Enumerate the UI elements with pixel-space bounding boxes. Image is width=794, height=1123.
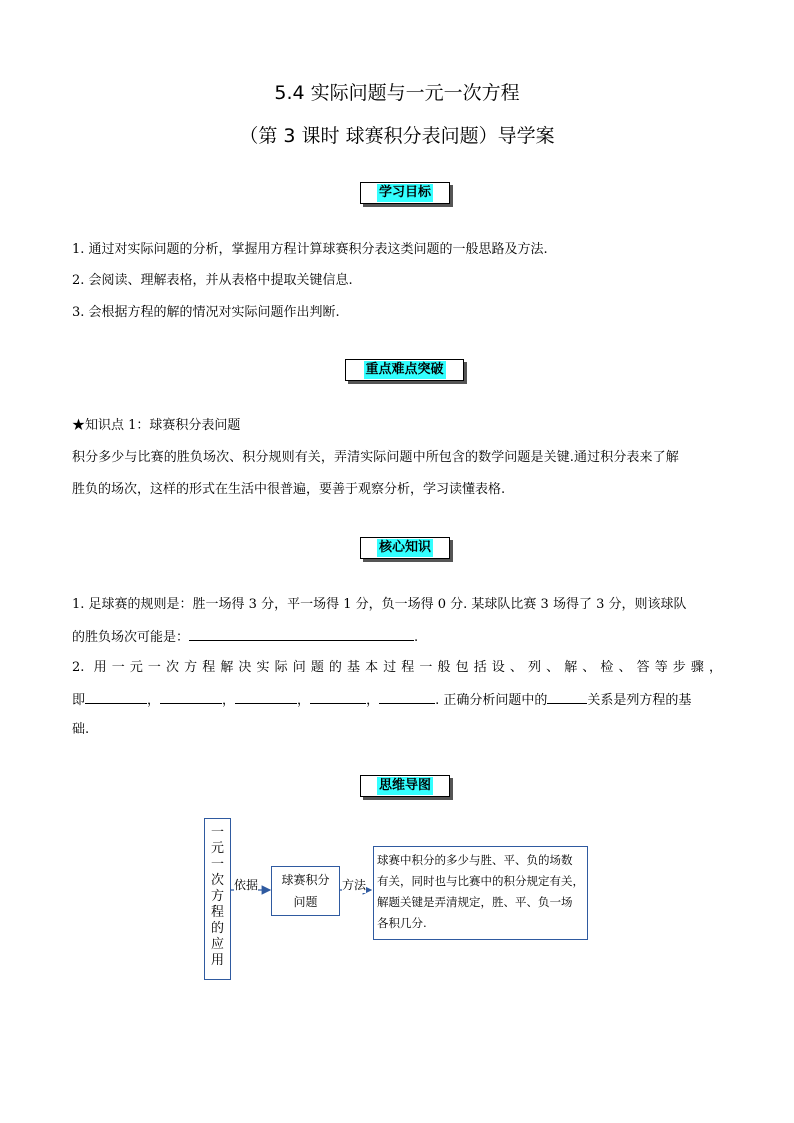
answer-blank[interactable] <box>189 626 414 641</box>
section-heading-key-points <box>345 359 464 381</box>
comma: ， <box>297 693 311 708</box>
objective-item: 3. 会根据方程的解的情况对实际问题作出判断. <box>72 305 340 320</box>
section-heading-label: 学习目标 <box>378 185 432 200</box>
answer-blank[interactable] <box>547 689 587 704</box>
question-1-prompt: 的胜负场次可能是： <box>72 630 190 645</box>
knowledge-point-title: ★知识点 1：球赛积分表问题 <box>72 418 241 433</box>
comma: ， <box>366 693 380 708</box>
section-heading-core <box>360 537 450 559</box>
section-heading-mindmap <box>360 775 450 797</box>
answer-blank[interactable] <box>85 689 147 704</box>
section-heading-label: 思维导图 <box>378 778 432 793</box>
section-heading-objectives <box>360 182 450 204</box>
q2-prefix: 即 <box>72 693 86 708</box>
mindmap-middle-text: 球赛积分 问题 <box>281 873 330 909</box>
question-2-blanks-line <box>72 689 722 711</box>
knowledge-text: 胜负的场次，这样的形式在生活中很普遍，要善于观察分析，学习读懂表格. <box>72 482 506 497</box>
knowledge-text: 积分多少与比赛的胜负场次、积分规则有关，弄清实际问题中所包含的数学问题是关键.通过积分表来了解 <box>72 450 679 465</box>
period: . <box>414 630 419 645</box>
arrow-label-method: 方法 <box>342 878 367 892</box>
question-1-answer-line <box>72 626 722 648</box>
mindmap-right-text: 球赛中积分的多少与胜、平、负的场数 有关，同时也与比赛中的积分规定有关， 解题关键是弄清规定，胜、平、负一场 各积几分. <box>377 853 584 930</box>
mindmap-right-box <box>373 846 588 940</box>
mindmap-root-box <box>204 818 231 980</box>
comma: ， <box>222 693 236 708</box>
page-subtitle: （第 3 课时 球赛积分表问题）导学案 <box>239 125 555 147</box>
mindmap-middle-box <box>271 866 340 916</box>
mindmap-root-text: 一 元 一 次 方 程 的 应 用 <box>210 825 224 968</box>
arrow-label-basis: 依据 <box>234 878 259 892</box>
question-1-line: 1. 足球赛的规则是：胜一场得 3 分，平一场得 1 分，负一场得 0 分. 某球队比赛 3 场得了 3 分，则该球队 <box>72 597 687 612</box>
section-heading-label: 重点难点突破 <box>365 362 444 377</box>
answer-blank[interactable] <box>160 689 222 704</box>
page-title: 5.4 实际问题与一元一次方程 <box>274 82 520 104</box>
objective-item: 1. 通过对实际问题的分析，掌握用方程计算球赛积分表这类问题的一般思路及方法. <box>72 242 548 257</box>
objective-item: 2. 会阅读、理解表格，并从表格中提取关键信息. <box>72 273 353 288</box>
answer-blank[interactable] <box>235 689 297 704</box>
question-2-end: 础. <box>72 722 90 737</box>
comma: ， <box>147 693 161 708</box>
question-2-line: 2. 用一元一次方程解决实际问题的基本过程一般包括设、列、解、检、答等步骤， <box>72 660 722 675</box>
answer-blank[interactable] <box>379 689 435 704</box>
answer-blank[interactable] <box>310 689 366 704</box>
q2-tail: 关系是列方程的基 <box>587 693 692 708</box>
section-heading-label: 核心知识 <box>378 540 432 555</box>
q2-suffix: . 正确分析问题中的 <box>435 693 548 708</box>
